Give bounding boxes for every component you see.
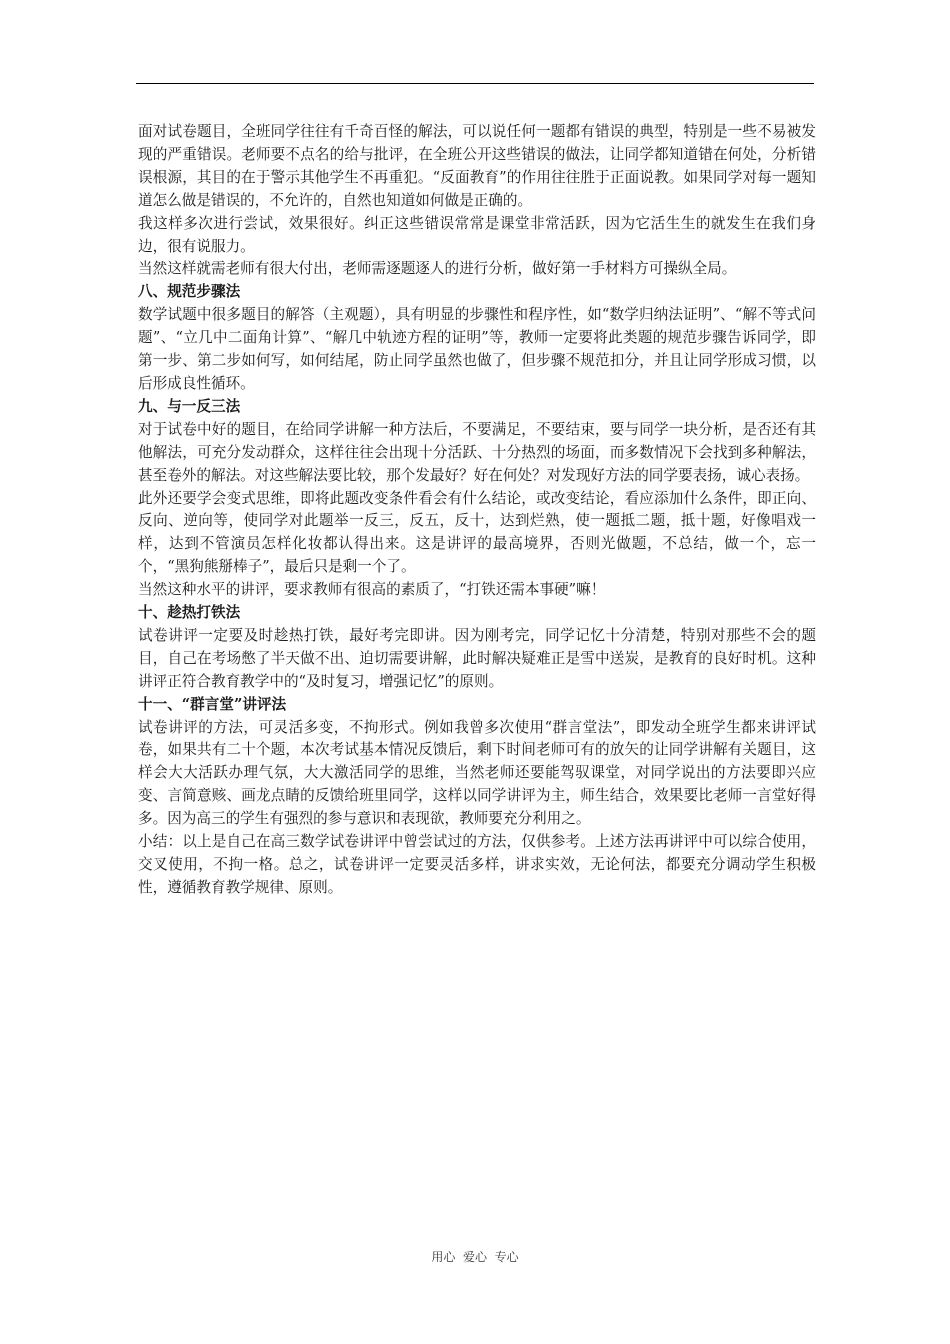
header-rule xyxy=(136,83,814,84)
section-heading-11: 十一、“群言堂”讲评法 xyxy=(138,695,287,713)
page-footer: 用心 爱心 专心 xyxy=(431,1250,519,1264)
body-paragraph: 试卷讲评的方法，可灵活多变，不拘形式。例如我曾多次使用“群言堂法”，即发动全班学生都来讲评试卷，如果共有二十个题，本次考试基本情况反馈后，剩下时间老师可有的放矢的让同学讲解有关题目，这样会大大活跃办理气氛，大大激活同学的思维，当然老师还要能驾驭课堂，对同学说出的方法要即兴应变、言简意赅、画龙点睛的反馈给班里同学，这样以同学讲评为主，师生结合，效果要比老师一言堂好得多。因为高三的学生有强烈的参与意识和表现欲，教师要充分利用之。 xyxy=(138,718,816,828)
body-paragraph: 对于试卷中好的题目，在给同学讲解一种方法后，不要满足，不要结束，要与同学一块分析，是否还有其他解法，可充分发动群众，这样往往会出现十分活跃、十分热烈的场面，而多数情况下会找到多种解法，甚至卷外的解法。对这些解法要比较，那个发最好？好在何处？对发现好方法的同学要表扬，诚心表扬。 xyxy=(138,420,816,484)
body-paragraph: 试卷讲评一定要及时趁热打铁，最好考完即讲。因为刚考完，同学记忆十分清楚，特别对那些不会的题目，自己在考场憋了半天做不出、迫切需要讲解，此时解决疑难正是雪中送炭，是教育的良好时机。这种讲评正符合教育教学中的“及时复习，增强记忆”的原则。 xyxy=(138,626,816,690)
body-paragraph: 当然这样就需老师有很大付出，老师需逐题逐人的进行分析，做好第一手材料方可操纵全局。 xyxy=(138,260,737,278)
body-paragraph: 数学试题中很多题目的解答（主观题），具有明显的步骤性和程序性，如“数学归纳法证明”、“解不等式问题”、“立几中二面角计算”、“解几中轨迹方程的证明”等，教师一定要将此类题的规范步骤告诉同学，即第一步、第二步如何写，如何结尾，防止同学虽然也做了，但步骤不规范扣分，并且让同学形成习惯，以后形成良性循环。 xyxy=(138,306,816,392)
body-paragraph: 此外还要学会变式思维，即将此题改变条件看会有什么结论，或改变结论，看应添加什么条件，即正向、反向、逆向等，使同学对此题举一反三，反五，反十，达到烂熟，使一题抵二题，抵十题，好像唱戏一样，达到不管演员怎样化妆都认得出来。这是讲评的最高境界，否则光做题，不总结，做一个，忘一个，“黑狗熊掰棒子”，最后只是剩一个了。 xyxy=(138,489,816,576)
summary-paragraph: 小结：以上是自己在高三数学试卷讲评中曾尝试过的方法，仅供参考。上述方法再讲评中可以综合使用，交叉使用，不拘一格。总之，试卷讲评一定要灵活多样，讲求实效，无论何法，都要充分调动学生积极性，遵循教育教学规律、原则。 xyxy=(138,833,816,896)
document-body xyxy=(138,121,816,900)
body-paragraph: 面对试卷题目，全班同学往往有千奇百怪的解法，可以说任何一题都有错误的典型，特别是一些不易被发现的严重错误。老师要不点名的给与批评，在全班公开这些错误的做法，让同学都知道错在何处，分析错误根源，其目的在于警示其他学生不再重犯。“反面教育”的作用往往胜于正面说教。如果同学对每一题知道怎么做是错误的，不允许的，自然也知道如何做是正确的。 xyxy=(138,123,816,209)
section-heading-10: 十、趁热打铁法 xyxy=(138,604,241,622)
body-paragraph: 我这样多次进行尝试，效果很好。纠正这些错误常常是课堂非常活跃，因为它活生生的就发生在我们身边，很有说服力。 xyxy=(138,214,816,255)
section-heading-8: 八、规范步骤法 xyxy=(138,283,241,301)
body-paragraph: 当然这种水平的讲评，要求教师有很高的素质了，“打铁还需本事硬”嘛！ xyxy=(138,581,606,599)
section-heading-9: 九、与一反三法 xyxy=(138,397,241,415)
